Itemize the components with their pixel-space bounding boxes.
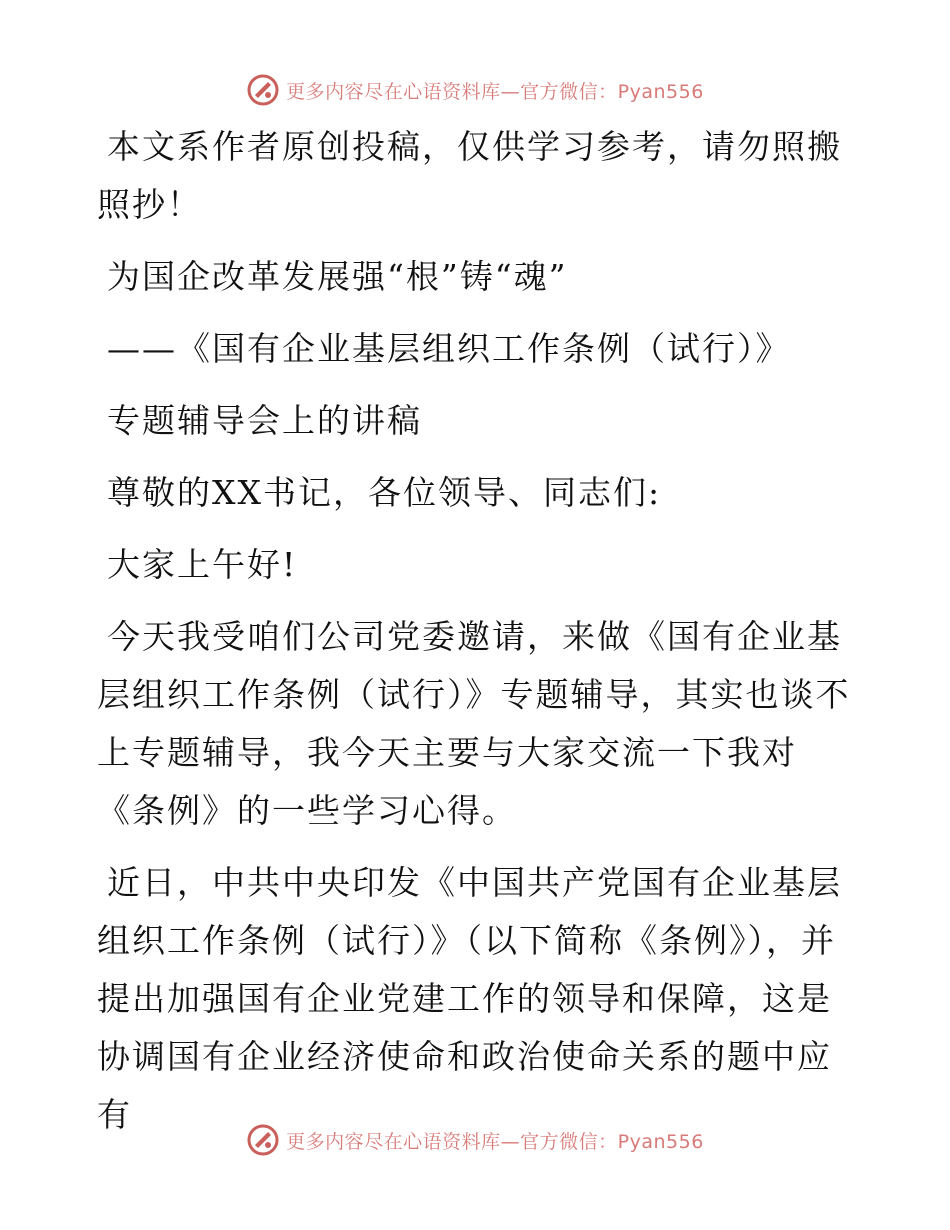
logo-icon [246, 73, 280, 107]
watermark-text: 更多内容尽在心语资料库—官方微信：Pyan556 [286, 80, 704, 103]
salutation: 尊敬的XX书记，各位领导、同志们: [107, 473, 662, 512]
document-subtitle: ——《国有企业基层组织工作条例（试行）》 [107, 329, 791, 368]
body-paragraph: 近日，中共中央印发《中国共产党国有企业基层组织工作条例（试行）》（以下简称《条例》），并提出加强国有企业党建工作的领导和保障，这是协调国有企业经济使命和政治使命关系的题中应有 [97, 863, 842, 1134]
header-watermark [0, 70, 950, 110]
footer-watermark [0, 1120, 950, 1160]
watermark-text: 更多内容尽在心语资料库—官方微信：Pyan556 [286, 1130, 704, 1153]
notice-paragraph: 本文系作者原创投稿，仅供学习参考，请勿照搬照抄！ [97, 127, 842, 224]
document-subtitle-line2: 专题辅导会上的讲稿 [107, 401, 422, 440]
greeting: 大家上午好! [107, 545, 298, 584]
document-title: 为国企改革发展强“根”铸“魂” [107, 257, 568, 296]
logo-icon [246, 1123, 280, 1157]
body-paragraph: 今天我受咱们公司党委邀请，来做《国有企业基层组织工作条例（试行）》专题辅导，其实也谈不上专题辅导，我今天主要与大家交流一下我对《条例》的一些学习心得。 [97, 617, 851, 830]
document-body [97, 118, 857, 1144]
